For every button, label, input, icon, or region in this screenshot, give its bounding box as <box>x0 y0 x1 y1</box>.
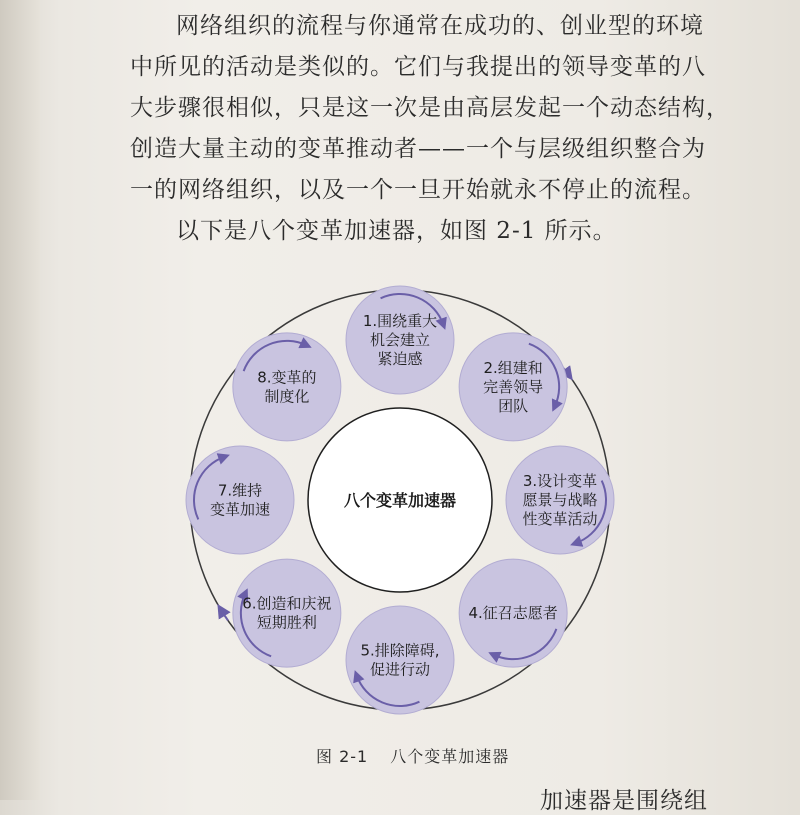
node-label: 机会建立 <box>369 331 431 349</box>
node-label: 5.排除障碍, <box>360 641 440 660</box>
para-line-1: 网络组织的流程与你通常在成功的、创业型的环境 <box>176 13 704 39</box>
accelerator-node-1 <box>346 286 454 394</box>
node-label: 3.设计变革 <box>522 472 598 490</box>
accelerator-node-5 <box>346 606 454 714</box>
node-label: 8.变革的 <box>257 368 317 387</box>
accelerator-node-7 <box>186 446 294 554</box>
ring-arrow-icon <box>221 610 228 621</box>
center-label: 八个变革加速器 <box>343 491 457 510</box>
figure-title: 八个变革加速器 <box>390 747 510 766</box>
accelerator-node-6 <box>233 559 341 667</box>
accelerator-node-4 <box>459 559 567 667</box>
node-label: 短期胜利 <box>256 613 317 632</box>
node-label: 愿景与战略 <box>522 491 598 509</box>
node-label: 团队 <box>498 396 529 415</box>
accelerator-node-3 <box>506 446 614 554</box>
figure-caption <box>316 744 509 767</box>
accelerator-node-2 <box>459 333 567 441</box>
node-label: 变革加速 <box>209 500 271 519</box>
para-line-5: 一的网络组织，以及一个一旦开始就永不停止的流程。 <box>130 177 706 203</box>
node-label: 6.创造和庆祝 <box>242 594 332 613</box>
para-2: 以下是八个变革加速器，如图 2-1 所示。 <box>176 218 617 244</box>
node-label: 1.围绕重大 <box>362 312 438 330</box>
node-label: 性变革活动 <box>522 510 598 528</box>
node-label: 完善领导 <box>483 377 544 396</box>
node-label: 4.征召志愿者 <box>468 604 558 623</box>
accelerator-node-8 <box>233 333 341 441</box>
node-label: 7.维持 <box>217 481 263 500</box>
page-gutter <box>0 0 40 800</box>
body-text <box>130 6 730 252</box>
para-line-3: 大步骤很相似，只是这一次是由高层发起一个动态结构， <box>130 95 730 121</box>
node-label: 促进行动 <box>369 660 431 679</box>
figure-number: 图 2-1 <box>316 747 369 766</box>
node-label: 制度化 <box>264 387 310 406</box>
para-line-4: 创造大量主动的变革推动者——一个与层级组织整合为 <box>130 136 706 162</box>
para-line-2: 中所见的活动是类似的。它们与我提出的领导变革的八 <box>130 54 706 80</box>
node-label: 2.组建和 <box>483 358 543 377</box>
node-label: 紧迫感 <box>377 350 423 368</box>
center-hub <box>308 408 492 592</box>
accelerators-diagram <box>180 278 620 738</box>
next-line-fragment: 加速器是围绕组 <box>540 788 708 814</box>
